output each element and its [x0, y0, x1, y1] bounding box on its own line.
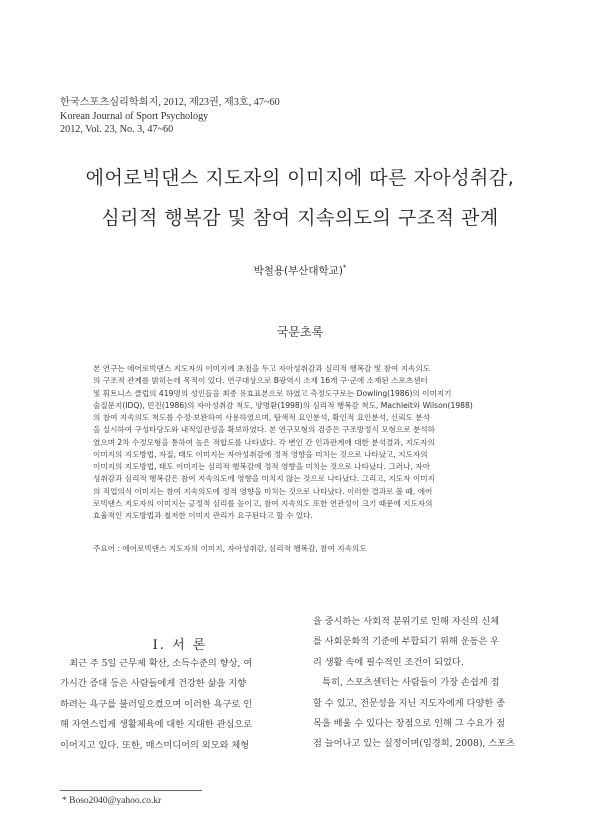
- body-line: 를 사회문화적 기준에 부합되기 위해 운동은 우: [313, 636, 500, 648]
- abstract-line: 본 연구는 에어로빅댄스 지도자의 이미지에 초점을 두고 자아성취감과 심리적 행복감 및 참여 지속의도: [93, 364, 431, 373]
- body-line: 해 자연스럽게 생활체육에 대한 지대한 관심으로: [60, 719, 253, 731]
- abstract-line: 술질문지(IDQ), 민진(1986)의 자아성취감 척도, 양명환(1998)의 심리적 행복감 척도, Machleit와 Wilson(1988): [93, 400, 473, 410]
- journal-citation-korean: 한국스포츠심리학회지, 2012, 제23권, 제3호, 47~60: [60, 97, 280, 108]
- body-column-left: [60, 654, 300, 756]
- abstract-body: [93, 363, 507, 522]
- abstract-line: 로빅댄스 지도자의 이미지는 긍정적 심리를 높이고, 참여 지속의도 또한 연관성이 크기 때문에 지도자의: [93, 498, 433, 508]
- author-name: 박철용(부산대학교): [253, 265, 343, 277]
- journal-citation: [60, 96, 280, 137]
- body-line: 목을 배울 수 있다는 장점으로 인해 그 수요가 점: [313, 718, 505, 730]
- abstract-line: 성취감과 심리적 행복감은 참여 지속의도에 영향을 미치지 않는 것으로 나타났다. 그리고, 지도자 이미지: [93, 474, 435, 484]
- abstract-line: 이미지의 지도방법, 자질, 태도 이미지는 자아성취감에 정적 영향을 미치는 것으로 나타났고, 지도자의: [93, 449, 428, 459]
- abstract-line: 였으며 2차 수정모형을 통하여 높은 적합도를 나타냈다. 각 변인 간 인과관계에 대한 분석결과, 지도자의: [93, 437, 435, 447]
- keywords: 주요어 : 에어로빅댄스 지도자의 이미지, 자아성취감, 심리적 행복감, 참여 지속의도: [93, 544, 367, 553]
- body-line: 이어지고 있다. 또한, 매스미디어의 외모와 체형: [60, 739, 250, 751]
- section-heading-introduction: I. 서 론: [152, 638, 208, 653]
- footnote-email: * Boso2040@yahoo.co.kr: [62, 796, 162, 806]
- abstract-line: 이미지의 지도방법, 태도 이미지는 심리적 행복감에 정적 영향을 미치는 것으로 나타났다. 그러나, 자아: [93, 462, 430, 471]
- body-column-right: [313, 612, 547, 755]
- abstract-heading: 국문초록: [276, 325, 324, 339]
- abstract-line: 의 직업의식 이미지는 참여 지속의도에 정적 영향을 미치는 것으로 나타났다. 이러한 결과로 볼 때, 에어: [93, 486, 433, 496]
- abstract-line: 및 휘트니스 클럽의 419명의 성인들을 최종 유효표본으로 하였고 측정도구로는 Dowling(1986)의 이미지기: [93, 388, 452, 398]
- paper-title-line-2: 심리적 행복감 및 참여 지속의도의 구조적 관계: [101, 207, 499, 229]
- body-line: 가시간 증대 등은 사람들에게 건강한 삶을 지향: [60, 678, 247, 690]
- body-line: 할 수 있고, 전문성을 지닌 지도자에게 다양한 종: [313, 697, 505, 709]
- abstract-line: 을 실시하여 구성타당도와 내적일관성을 확보하였다. 본 연구모형의 검증은 구조방정식 모형으로 분석하: [93, 425, 435, 435]
- journal-name-english: Korean Journal of Sport Psychology: [60, 110, 209, 122]
- body-line: 특히, 스포츠센터는 사람들이 가장 손쉽게 접: [313, 677, 500, 689]
- abstract-line: 의 구조적 관계를 밝히는데 목적이 있다. 연구대상으로 B광역시 소재 16개 구·군에 소재된 스포츠센터: [93, 376, 428, 386]
- body-line: 리 생활 속에 필수적인 조건이 되었다.: [313, 656, 464, 668]
- footnote-divider: [60, 790, 202, 791]
- abstract-line: 의 참여 지속의도 척도를 수정·보완하여 사용하였으며, 탐색적 요인분석, 확인적 요인분석, 신뢰도 분석: [93, 413, 430, 422]
- abstract-line: 효율적인 지도방법과 철저한 이미지 관리가 요구된다고 할 수 있다.: [93, 511, 313, 520]
- author: [0, 263, 600, 278]
- author-footnote-mark: *: [342, 263, 347, 272]
- body-line: 을 중시하는 사회적 분위기로 인해 자신의 신체: [313, 616, 500, 627]
- journal-volume-english: 2012, Vol. 23, No. 3, 47~60: [60, 124, 174, 135]
- body-line: 하려는 욕구를 불러일으켰으며 이러한 욕구로 인: [60, 698, 253, 710]
- paper-title-line-1: 에어로빅댄스 지도자의 이미지에 따른 자아성취감,: [85, 167, 515, 189]
- body-line: 점 늘어나고 있는 실정이며(임경희, 2008), 스포츠: [313, 738, 515, 750]
- body-line: 최근 주 5일 근무제 확산, 소득수준의 향상, 여: [60, 658, 253, 669]
- paper-title: [0, 158, 600, 238]
